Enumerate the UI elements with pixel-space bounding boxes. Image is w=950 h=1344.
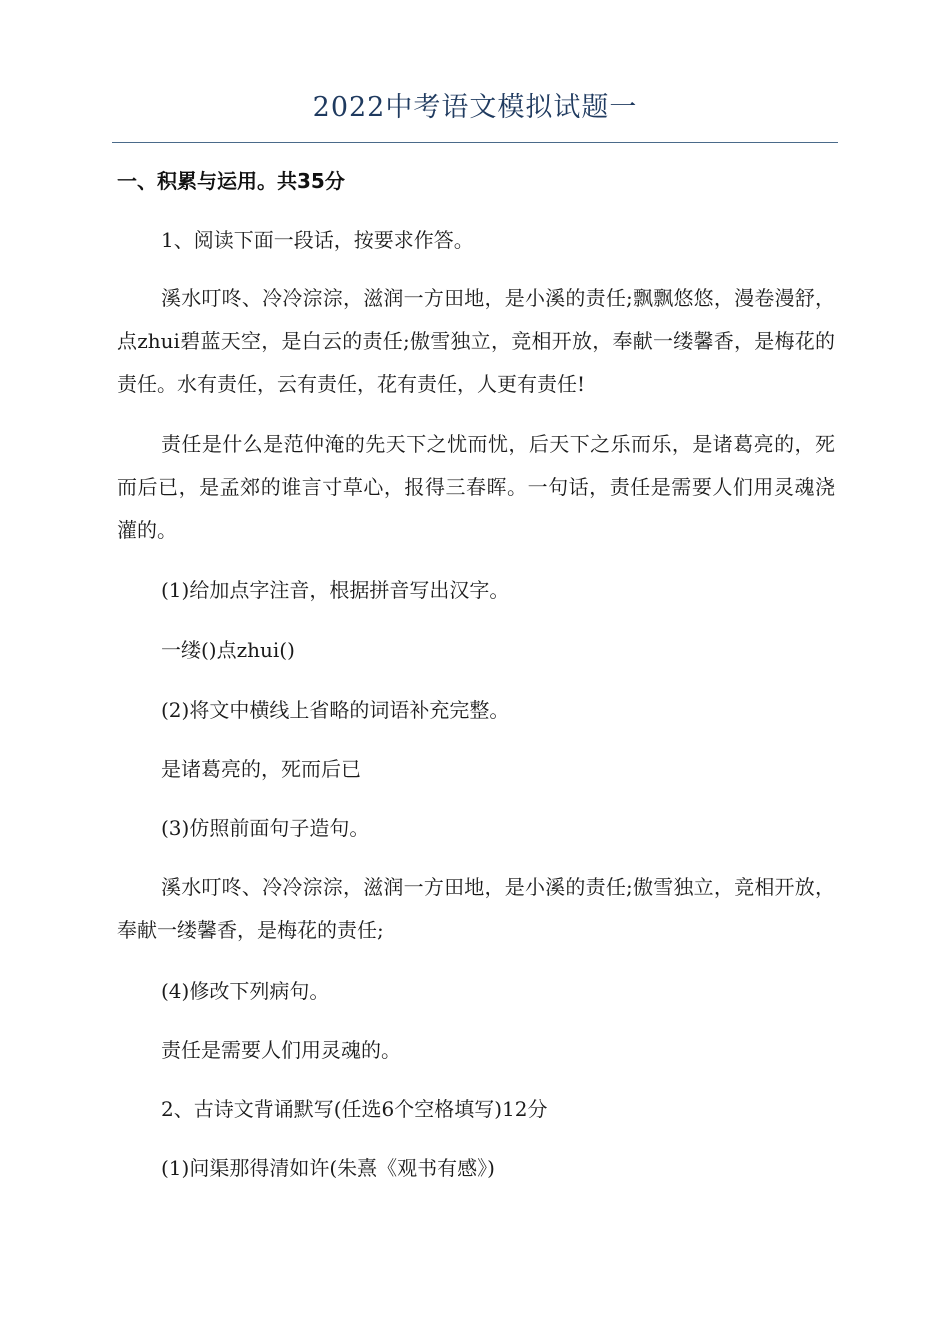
sub-question-3-text: 溪水叮咚、冷冷淙淙，滋润一方田地，是小溪的责任;傲雪独立，竞相开放，奉献一缕馨香，是梅花的责任; [117, 875, 835, 942]
sub-question-1: (1)给加点字注音，根据拼音写出汉字。 [161, 578, 510, 602]
document-title: 2022中考语文模拟试题一 [312, 92, 638, 123]
sub-question-2: (2)将文中横线上省略的词语补充完整。 [161, 698, 510, 722]
passage-paragraph-1: 溪水叮咚、冷冷淙淙，滋润一方田地，是小溪的责任;飘飘悠悠，漫卷漫舒，点zhui碧蓝天空，是白云的责任;傲雪独立，竞相开放，奉献一缕馨香，是梅花的责任。水有责任，云有责任，花有责任，人更有责任! [117, 286, 835, 396]
sub-question-3: (3)仿照前面句子造句。 [161, 816, 370, 840]
section-heading: 一、积累与运用。共35分 [117, 169, 345, 193]
title-divider [112, 142, 838, 143]
question-1-prompt: 1、阅读下面一段话，按要求作答。 [161, 228, 474, 252]
passage-paragraph-2: 责任是什么是范仲淹的先天下之忧而忧，后天下之乐而乐，是诸葛亮的，死而后已，是孟郊的谁言寸草心，报得三春晖。一句话，责任是需要人们用灵魂浇灌的。 [117, 432, 835, 542]
sub-question-2-text: 是诸葛亮的，死而后已 [161, 757, 361, 781]
sub-question-1-blanks: 一缕()点zhui() [161, 638, 295, 662]
question-2-prompt: 2、古诗文背诵默写(任选6个空格填写)12分 [161, 1097, 548, 1121]
sub-question-4-text: 责任是需要人们用灵魂的。 [161, 1038, 401, 1062]
sub-question-4: (4)修改下列病句。 [161, 979, 330, 1003]
question-2-item-1: (1)问渠那得清如许(朱熹《观书有感》) [161, 1156, 495, 1180]
